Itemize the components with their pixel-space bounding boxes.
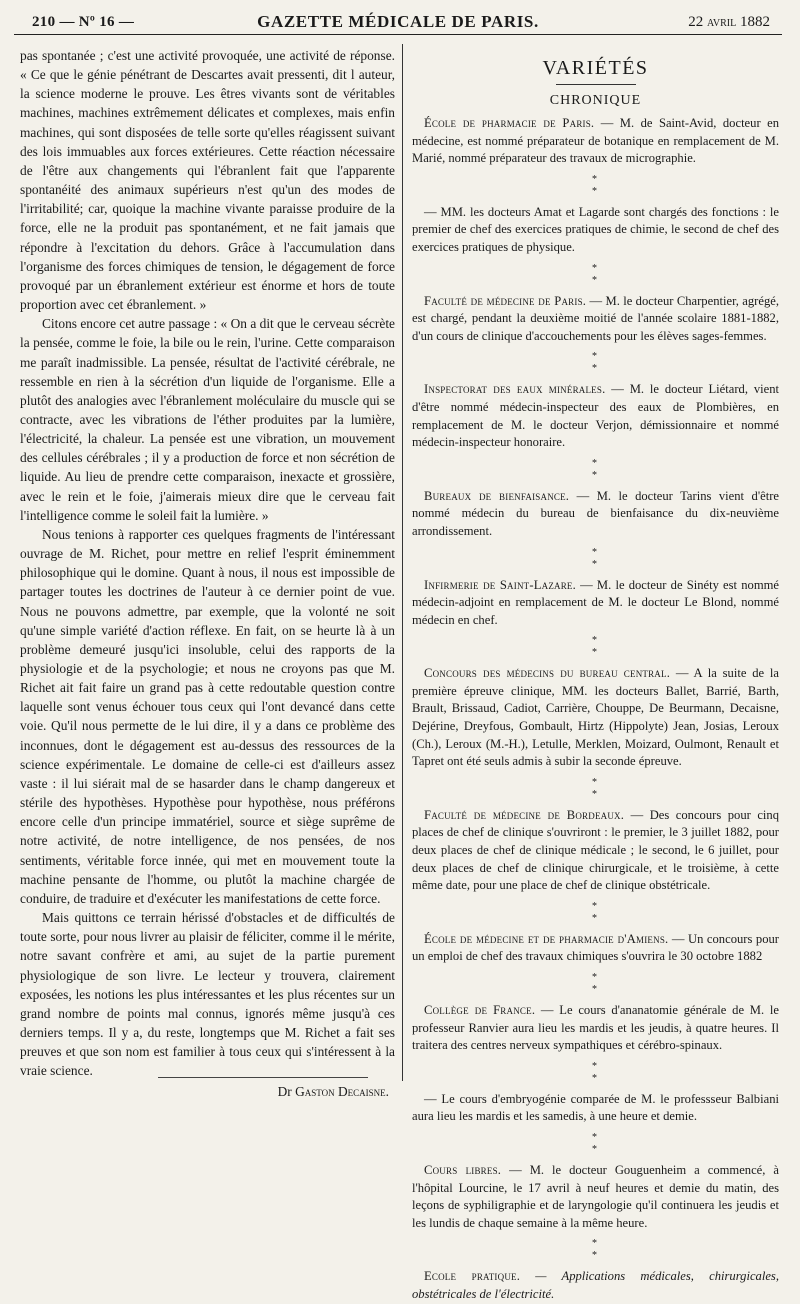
star-mark: * — [592, 1250, 599, 1262]
issue-date — [688, 14, 770, 31]
page-number: 210 — Nº 16 — — [32, 14, 135, 30]
news-item-text: — MM. les docteurs Amat et Lagarde sont chargés des fonctions : le premier de chef des exercices pratiques de chimie, le second de chef des exercices pratiques de physique. — [412, 204, 779, 254]
news-item — [412, 1002, 779, 1055]
star-mark: * — [592, 647, 599, 659]
news-item — [412, 1162, 779, 1232]
issue-month: avril — [706, 15, 737, 30]
news-item-text: — M. le docteur Liétard, vient d'être nommé médecin-inspecteur des eaux de Plombières, en remplacement de M. le docteur Verjon, démissionnaire et nommé médecin-inspecteur honoraire. — [412, 382, 779, 450]
news-item — [412, 204, 779, 257]
star-mark: * — [592, 274, 599, 286]
news-item — [412, 1268, 779, 1303]
news-item-text: — M. le docteur Charpentier, agrégé, est chargé, pendant la deuxième moitié de l'année scolaire 1881-1882, d'un cours de clinique d'accouchements pour les élèves sages-femmes. — [412, 293, 779, 343]
issue-year: 1882 — [740, 14, 770, 30]
news-item — [412, 1091, 779, 1126]
news-item-text: — Le cours d'embryogénie comparée de M. le professseur Balbiani aura lieu les mardis et les samedis, à une heure et demie. — [412, 1091, 779, 1124]
star-mark: * — [592, 1060, 599, 1072]
news-item-text: — Un concours pour un emploi de chef des travaux chimiques s'ouvrira le 30 octobre 1882 — [412, 931, 779, 964]
journal-title: GAZETTE MÉDICALE DE PARIS. — [257, 12, 539, 31]
star-mark: * — [592, 984, 599, 995]
star-mark: * — [592, 1072, 599, 1084]
stars-separator — [412, 635, 779, 659]
news-item-lead: Infirmerie de Saint-Lazare. — [424, 577, 576, 592]
news-item-text: — Des concours pour cinq places de chef de clinique s'ouvriront : le premier, le 3 juillet 1882, pour deux places de chef de clinique médicale ; le second, le 6 juillet, pour deux places de chef de clinique chirurgicale, et le troisième, à cette même date, pour une place de chef de clinique obstétricale. — [412, 807, 780, 893]
issue-day: 22 — [688, 14, 704, 30]
star-mark: * — [592, 262, 599, 274]
star-mark: * — [592, 173, 599, 185]
stars-separator — [412, 901, 779, 925]
stars-separator — [412, 547, 779, 571]
stars-separator — [412, 174, 779, 198]
star-mark: * — [592, 457, 599, 469]
news-item-text: — M. le docteur Gouguenheim a commencé, à l'hôpital Lourcine, le 17 avril à neuf heures et demie du matin, des leçons de syphiligraphie et de laryngologie qu'il continuera les jeudis et les lundis de chaque semaine à la même heure. — [412, 1162, 779, 1230]
star-mark: * — [592, 900, 599, 912]
signature-prefix: Dr — [277, 1084, 292, 1100]
news-item-text: — A la suite de la première épreuve clinique, MM. les docteurs Ballet, Barrié, Barth, Brault, Brissaud, Cadiot, Carrière, Chouppe, De Beurmann, Decaisne, Dejérine, Dreyfous, Gombault, Hirtz (Hippolyte) Jean, Josias, Leroux (Ch.), Leroux (M.-H.), Letulle, Merklen, Moizard, Oulmont, Renault et Tapret ont été seuls admis à subir la seconde épreuve. — [412, 666, 779, 769]
star-mark: * — [592, 1238, 599, 1250]
news-item-lead: Ecole pratique. — [424, 1269, 521, 1284]
news-list — [412, 115, 779, 1304]
stars-separator — [412, 972, 779, 996]
news-item-text: — M. le docteur de Sinéty est nommé médecin-adjoint en remplacement de M. le docteur Le Blond, nommé médecin en chef. — [412, 577, 780, 627]
star-mark: * — [592, 972, 599, 983]
right-column — [412, 46, 779, 1304]
page-header — [14, 10, 782, 34]
news-item-text: — M. de Saint-Avid, docteur en médecine, est nommé préparateur de botanique en remplacement de M. Marié, nommé préparateur des travaux de micrographie. — [412, 116, 779, 166]
news-item-lead: Bureaux de bienfaisance. — [424, 488, 570, 503]
stars-separator — [412, 263, 779, 287]
news-item-lead: Faculté de médecine de Bordeaux. — [424, 807, 625, 822]
star-mark: * — [592, 788, 599, 800]
news-item — [412, 115, 779, 168]
star-mark: * — [592, 351, 599, 363]
column-divider — [402, 44, 403, 1081]
star-mark: * — [592, 469, 599, 481]
news-item — [412, 577, 779, 630]
news-item — [412, 293, 779, 346]
paragraph-1: pas spontanée ; c'est une activité provoquée, une activité de réponse. « Ce que le génie pénétrant de Descartes avait pressenti, dit l auteur, la science moderne le prouve. Les êtres vivants sont de véritables machines, machines extrêmement délicates et complexes, mais enfin machines, qui sont disposées de telle sorte qu'elles réagissent suivant des lois immuables aux forces extérieures. Cette réaction nécessaire de l'être aux changements qui l'ébranlent fait que l'apparente spontanéité des animaux supérieurs n'est qu'un des modes de l'irritabilité; car, quoique la machine vivante paraisse produire de la force, elle ne la produit pas spontanément, et ne fait jamais que répondre à l'excitation du dehors. Grâce à l'accumulation dans l'organisme des forces chimiques de tension, le dégagement de force provoqué par un ébranlement extérieur est énorme et hors de toute proportion avec cet ébranlement. » — [20, 48, 395, 313]
news-item-lead: Inspectorat des eaux minérales. — [424, 382, 606, 397]
news-item — [412, 381, 779, 451]
star-mark: * — [592, 1131, 599, 1143]
news-item — [412, 665, 779, 771]
paragraph-2: Citons encore cet autre passage : « On a dit que le cerveau sécrète la pensée, comme le foie, la bile ou le rein, l'urine. Cette comparaison me paraît inadmissible. La pensée, résultat de l'activité cérébrale, ne ressemble en rien à la sécrétion d'un liquide de l'organisme. Elle a plutôt des analogies avec l'ébranlement moléculaire du muscle qui se contracte, avec les vibrations de l'éther produites par la lumière, l'électricité, la chaleur. La pensée est une vibration, un mouvement des cellules cérébrales ; il y a production de force et non sécrétion de liquide. Au lieu de prendre cette comparaison, inexacte et grossière, avec le rein et le foie, j'aimerais mieux dire que le cerveau fait l'intelligence comme le soleil fait la lumière. » — [20, 316, 395, 523]
news-item-text: — Applications médicales, chirurgicales, obstétricales de l'électricité. — [412, 1269, 779, 1301]
star-mark: * — [592, 1143, 599, 1155]
star-mark: * — [592, 912, 599, 924]
paragraph-3: Nous tenions à rapporter ces quelques fragments de l'intéressant ouvrage de M. Richet, pour mettre en relief l'esprit éminemment philosophique qui le domine. Quant à nous, il nous est impossible de partager toutes les doctrines de l'auteur à ce dernier point de vue. Nous ne pouvons admettre, par exemple, que la volonté ne soit qu'une simple variété d'action réflexe. En fait, on se heurte là à un problème demeuré jusqu'ici insoluble, celui des rapports de la physiologie et de la psychologie; et nous ne croyons pas que M. Richet ait fait faire un grand pas à cette redoutable question contre laquelle sont venus échouer tous ceux qui l'ont devancé dans cette voie. Qu'il nous permette de le lui dire, il y a dans ce problème des inconnues, dont le dégagement est au-dessus des ressources de la science expérimentale. Le domaine de celle-ci est d'ailleurs assez vaste : il lui siérait mal de se hasarder dans le champ dangereux et stérile des hypothèses. Hypothèse pour hypothèse, nous préférons encore celle d'un principe immatériel, source et siège suprême de notre activité, de notre intelligence, de nos pensées, de nos sentiments, véritable force innée, qui met en mouvement toute la machine pensante de l'homme, ou plutôt la machine chargée de conduire, de traduire et d'exécuter les manifestations de cette force. — [20, 526, 395, 906]
stars-separator — [412, 1061, 779, 1085]
star-mark: * — [592, 776, 599, 788]
stars-separator — [412, 351, 779, 375]
news-item-lead: Cours libres. — [424, 1162, 502, 1177]
star-mark: * — [592, 185, 599, 197]
news-item-lead: Faculté de médecine de Paris. — [424, 293, 587, 308]
news-item-lead: Collège de France. — [424, 1003, 536, 1017]
star-mark: * — [592, 546, 599, 558]
news-item-lead: Concours des médecins du bureau central. — [424, 666, 671, 681]
news-item-lead: École de pharmacie de Paris. — [424, 116, 595, 130]
news-item-text: — Le cours d'ananatomie générale de M. le professeur Ranvier aura lieu les mardis et les jeudis, à quatre heures. Il traitera des centres nerveux sympathiques et cérébro-spinaux. — [412, 1003, 779, 1053]
star-mark: * — [592, 558, 599, 570]
signature-name: Gaston Decaisne. — [295, 1084, 389, 1100]
author-signature — [20, 1082, 395, 1101]
section-title-rule — [556, 84, 636, 85]
section-title: VARIÉTÉS — [542, 57, 649, 79]
header-rule — [14, 34, 782, 35]
star-mark: * — [592, 363, 599, 375]
stars-separator — [412, 1238, 779, 1262]
news-item-text: — M. le docteur Tarins vient d'être nommé médecin du bureau de bienfaisance du dix-neuvième arrondissement. — [412, 488, 779, 538]
stars-separator — [412, 458, 779, 482]
paragraph-4: Mais quittons ce terrain hérissé d'obstacles et de difficultés de toute sorte, pour nous livrer au plaisir de féliciter, comme il le mérite, notre savant confrère et ami, au sujet de la partie purement physiologique de son livre. Le lecteur y trouvera, clairement exposées, les notions les plus intéressantes et les plus récentes sur un grand nombre de points mal connus, ignorés même jusqu'à ces derniers temps. Il y a, du reste, longtemps que M. Richet a fait ses preuves et que son nom est familier à tous ceux qui s'intéressent à la vraie science. — [20, 910, 395, 1079]
end-rule — [158, 1077, 368, 1078]
stars-separator — [412, 1132, 779, 1156]
subsection-title: CHRONIQUE — [549, 93, 642, 108]
stars-separator — [412, 777, 779, 801]
news-item — [412, 931, 779, 966]
news-item — [412, 807, 779, 895]
news-item — [412, 488, 779, 541]
left-column — [20, 46, 395, 1102]
star-mark: * — [592, 635, 599, 647]
news-item-lead: École de médecine et de pharmacie d'Amiens. — [424, 931, 669, 946]
